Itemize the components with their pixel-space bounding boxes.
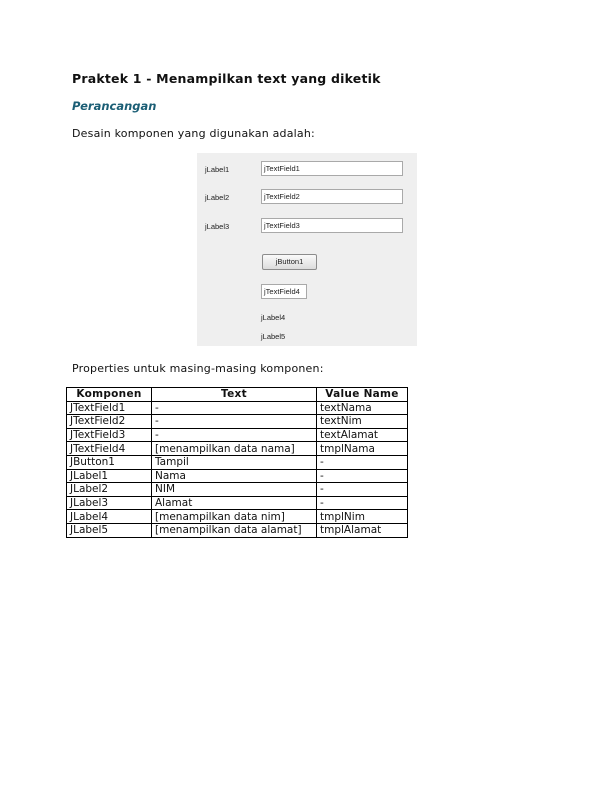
table-row [67, 401, 408, 415]
cell-komponen: JLabel4 [67, 510, 152, 524]
mock-jtextfield2: jTextField2 [261, 189, 403, 204]
cell-value-name: textAlamat [317, 428, 408, 442]
cell-value-name: tmplNama [317, 442, 408, 456]
cell-value-name: textNim [317, 415, 408, 429]
gui-design-mockup [197, 153, 417, 346]
cell-komponen: JLabel2 [67, 483, 152, 497]
cell-komponen: JLabel1 [67, 469, 152, 483]
cell-komponen: JButton1 [67, 455, 152, 469]
table-row [67, 469, 408, 483]
cell-text: [menampilkan data nama] [152, 442, 317, 456]
table-header-row [67, 388, 408, 402]
table-row [67, 442, 408, 456]
mock-jlabel4: jLabel4 [261, 313, 286, 322]
properties-paragraph: Properties untuk masing-masing komponen: [72, 362, 324, 375]
page-title: Praktek 1 - Menampilkan text yang diketik [72, 71, 381, 86]
mock-jbutton1: jButton1 [262, 254, 317, 270]
cell-value-name: - [317, 496, 408, 510]
cell-text: [menampilkan data nim] [152, 510, 317, 524]
cell-text: - [152, 415, 317, 429]
header-komponen: Komponen [67, 388, 152, 402]
cell-value-name: - [317, 483, 408, 497]
cell-value-name: - [317, 469, 408, 483]
cell-text: - [152, 428, 317, 442]
mock-jtextfield1: jTextField1 [261, 161, 403, 176]
cell-value-name: tmplNim [317, 510, 408, 524]
properties-table [66, 387, 408, 538]
table-row [67, 523, 408, 537]
mock-jlabel3: jLabel3 [205, 222, 230, 231]
header-text: Text [152, 388, 317, 402]
intro-paragraph: Desain komponen yang digunakan adalah: [72, 127, 315, 140]
cell-text: Nama [152, 469, 317, 483]
cell-komponen: JTextField4 [67, 442, 152, 456]
cell-value-name: textNama [317, 401, 408, 415]
mock-jtextfield4: jTextField4 [261, 284, 307, 299]
cell-komponen: JLabel5 [67, 523, 152, 537]
cell-komponen: JLabel3 [67, 496, 152, 510]
cell-text: NIM [152, 483, 317, 497]
table-row [67, 510, 408, 524]
cell-text: Tampil [152, 455, 317, 469]
mock-jtextfield3: jTextField3 [261, 218, 403, 233]
cell-text: - [152, 401, 317, 415]
table-row [67, 496, 408, 510]
table-row [67, 483, 408, 497]
cell-value-name: tmplAlamat [317, 523, 408, 537]
table-row [67, 428, 408, 442]
cell-text: Alamat [152, 496, 317, 510]
header-value-name: Value Name [317, 388, 408, 402]
cell-komponen: JTextField3 [67, 428, 152, 442]
cell-komponen: JTextField1 [67, 401, 152, 415]
cell-value-name: - [317, 455, 408, 469]
mock-jlabel2: jLabel2 [205, 193, 230, 202]
mock-jlabel5: jLabel5 [261, 332, 286, 341]
table-row [67, 415, 408, 429]
section-heading: Perancangan [72, 99, 157, 113]
cell-komponen: JTextField2 [67, 415, 152, 429]
cell-text: [menampilkan data alamat] [152, 523, 317, 537]
mock-jlabel1: jLabel1 [205, 165, 230, 174]
table-row [67, 455, 408, 469]
